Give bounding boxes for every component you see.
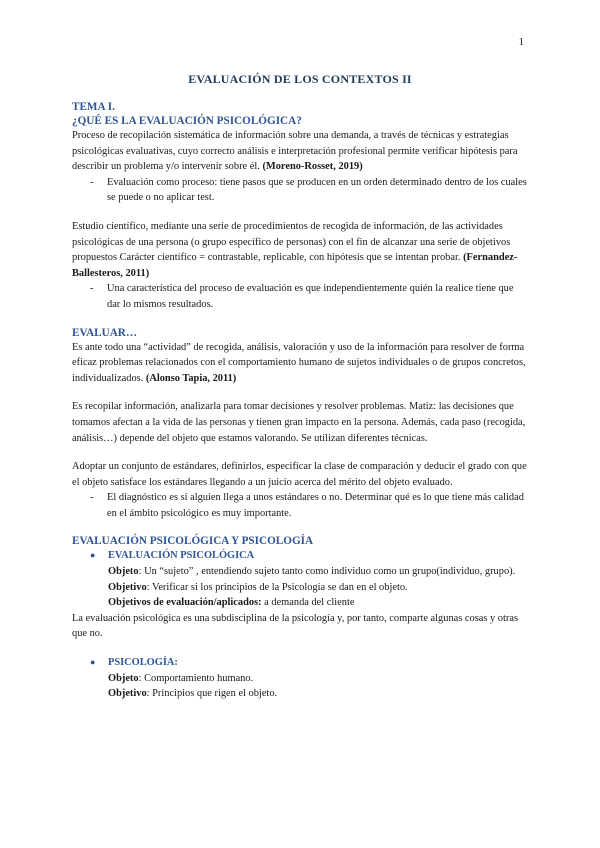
- bullet-dot-icon: ●: [90, 550, 96, 561]
- paragraph: Es recopilar información, analizarla para tomar decisiones y resolver problemas. Matiz: las decisiones que tomamos afectan a la vida de las personas y tienen gran impacto en la persona. Además, cada paso (recogida, análisis…) depende del objeto que estamos valorando. Se utilizan diferentes técnicas.: [72, 401, 526, 444]
- paragraph-text: Proceso de recopilación sistemática de información sobre una demanda, a través de técnicas y estrategias psicológicas evaluativas, cuyo correcto análisis e interpretación profesional permite verificar hipótesis para describir un problema y/o intervenir sobre él.: [72, 130, 518, 173]
- list-item-text: Evaluación como proceso: tiene pasos que se producen en un orden determinado dentro de los cuales se puede o no aplicar test.: [107, 176, 527, 204]
- paragraph-text: Estudio científico, mediante una serie de procedimientos de recogida de información, de las actividades psicológicas de una persona (o grupo específico de personas) con el fin de alcanzar una serie de objetivos propuestos Carácter científico = contrastable, replicable, con hipótesis que se intentan probar.: [72, 220, 511, 264]
- paragraph: La evaluación psicológica es una subdisciplina de la psicología y, por tanto, comparte algunas cosas y otras que no.: [72, 612, 518, 640]
- objetivo-line: [72, 580, 527, 596]
- list-item-text: Una característica del proceso de evaluación es que independientemente quién la realice tiene que dar lo mismos resultados.: [107, 283, 514, 310]
- section-evaluar-heading: EVALUAR…: [72, 326, 138, 339]
- objetivo-text: : Principios que rigen el objeto.: [146, 688, 278, 700]
- objeto-label: Objeto: [108, 672, 139, 684]
- objetivo-label: Objetivo: [108, 688, 147, 700]
- paragraph: [72, 128, 527, 175]
- dash-marker: -: [90, 283, 94, 295]
- objetivo-text: : Verificar si los principios de la Psicología se dan en el objeto.: [146, 581, 408, 593]
- objetivos-evaluacion-text: a demanda del cliente: [261, 597, 355, 609]
- section-tema-question: ¿QUÉ ES LA EVALUACIÓN PSICOLÓGICA?: [72, 115, 302, 127]
- citation: (Fernandez-Ballesteros, 2011): [72, 252, 518, 279]
- objeto-line: [72, 564, 527, 580]
- dash-marker: -: [90, 492, 94, 504]
- objetivos-evaluacion-line: [72, 595, 527, 611]
- dash-marker: -: [90, 176, 94, 188]
- list-item-text: El diagnóstico es si alguien llega a unos estándares o no. Determinar qué es lo que tiene más calidad en el ámbito psicológico es muy importante.: [107, 492, 524, 519]
- objeto-line: [72, 671, 527, 687]
- objeto-label: Objeto: [108, 566, 139, 578]
- document-body: [72, 100, 527, 702]
- dash-list-item: [72, 175, 527, 206]
- paragraph: [72, 219, 527, 281]
- objetivo-line: [72, 686, 527, 702]
- dash-list-item: [72, 281, 527, 312]
- objeto-text: : Comportamiento humano.: [138, 672, 254, 684]
- bullet-psicologia: [72, 655, 527, 671]
- section-tema-label: TEMA I.: [72, 101, 115, 113]
- bullet-evaluacion-psicologica: [72, 548, 527, 564]
- bullet-title: PSICOLOGÍA:: [108, 657, 178, 669]
- section-evps-heading: EVALUACIÓN PSICOLÓGICA Y PSICOLOGÍA: [72, 535, 314, 548]
- bullet-dot-icon: ●: [90, 657, 96, 668]
- citation: (Alonso Tapia, 2011): [145, 372, 237, 384]
- bullet-title: EVALUACIÓN PSICOLÓGICA: [108, 550, 255, 562]
- objetivos-evaluacion-label: Objetivos de evaluación/aplicados:: [108, 597, 262, 609]
- objeto-text: : Un “sujeto” , entendiendo sujeto tanto como individuo como un grupo(individuo, grupo).: [138, 566, 516, 578]
- paragraph: [72, 340, 527, 387]
- page-number: 1: [518, 36, 524, 48]
- paragraph: Adoptar un conjunto de estándares, definirlos, especificar la clase de comparación y deducir el grado con que el objeto satisface los estándares llegando a un juicio acerca del mérito del objeto evaluado.: [72, 461, 527, 488]
- paragraph-text: Es ante todo una “actividad” de recogida, análisis, valoración y uso de la información para resolver de forma eficaz problemas relacionados con el comportamiento humano de sujetos individuales o de grupos concretos, individualizados.: [72, 341, 526, 384]
- citation: (Moreno-Rosset, 2019): [262, 161, 363, 173]
- document-title: EVALUACIÓN DE LOS CONTEXTOS II: [188, 72, 412, 86]
- dash-list-item: [72, 490, 527, 521]
- objetivo-label: Objetivo: [108, 581, 147, 593]
